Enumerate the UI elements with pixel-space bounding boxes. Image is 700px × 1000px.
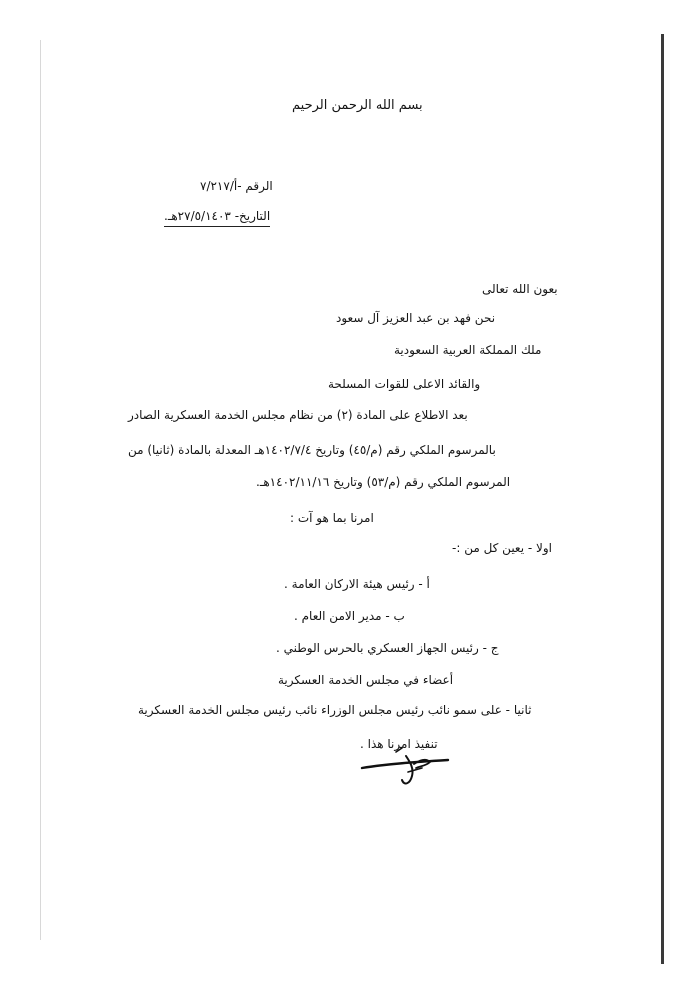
first-clause: اولا - يعين كل من :- (452, 541, 552, 555)
title-king: ملك المملكة العربية السعودية (394, 343, 542, 357)
list-item: ب - مدير الامن العام . (294, 609, 405, 623)
preamble-line-2: بالمرسوم الملكي رقم (م/٤٥) وتاريخ ١٤٠٢/٧/٤هـ المعدلة بالمادة (ثانيا) من (128, 443, 496, 457)
list-item: أ - رئيس هيئة الاركان العامة . (284, 577, 430, 591)
reference-number: الرقم -أ/٧/٢١٧ (200, 179, 273, 193)
scan-edge-left (40, 40, 41, 940)
sender-line: نحن فهد بن عبد العزيز آل سعود (336, 311, 496, 325)
second-clause: ثانيا - على سمو نائب رئيس مجلس الوزراء نائب رئيس مجلس الخدمة العسكرية (138, 703, 532, 717)
scan-edge-right (661, 34, 664, 964)
document-date: التاريخ- ٢٧/٥/١٤٠٣هـ. (164, 208, 270, 227)
opening-line: بعون الله تعالى (482, 282, 558, 296)
title-commander: والقائد الاعلى للقوات المسلحة (328, 377, 481, 391)
list-item: ج - رئيس الجهاز العسكري بالحرس الوطني . (276, 641, 499, 655)
members-line: أعضاء في مجلس الخدمة العسكرية (278, 673, 454, 687)
order-phrase: امرنا بما هو آت : (290, 511, 374, 525)
preamble-line-1: بعد الاطلاع على المادة (٢) من نظام مجلس الخدمة العسكرية الصادر (128, 408, 468, 422)
signature-icon (356, 742, 456, 792)
closing-line: تنفيذ امرنا هذا . (360, 737, 438, 751)
basmala: بسم الله الرحمن الرحيم (292, 98, 423, 113)
preamble-line-3: المرسوم الملكي رقم (م/٥٣) وتاريخ ١٤٠٢/١١/١٦هـ. (256, 475, 511, 489)
